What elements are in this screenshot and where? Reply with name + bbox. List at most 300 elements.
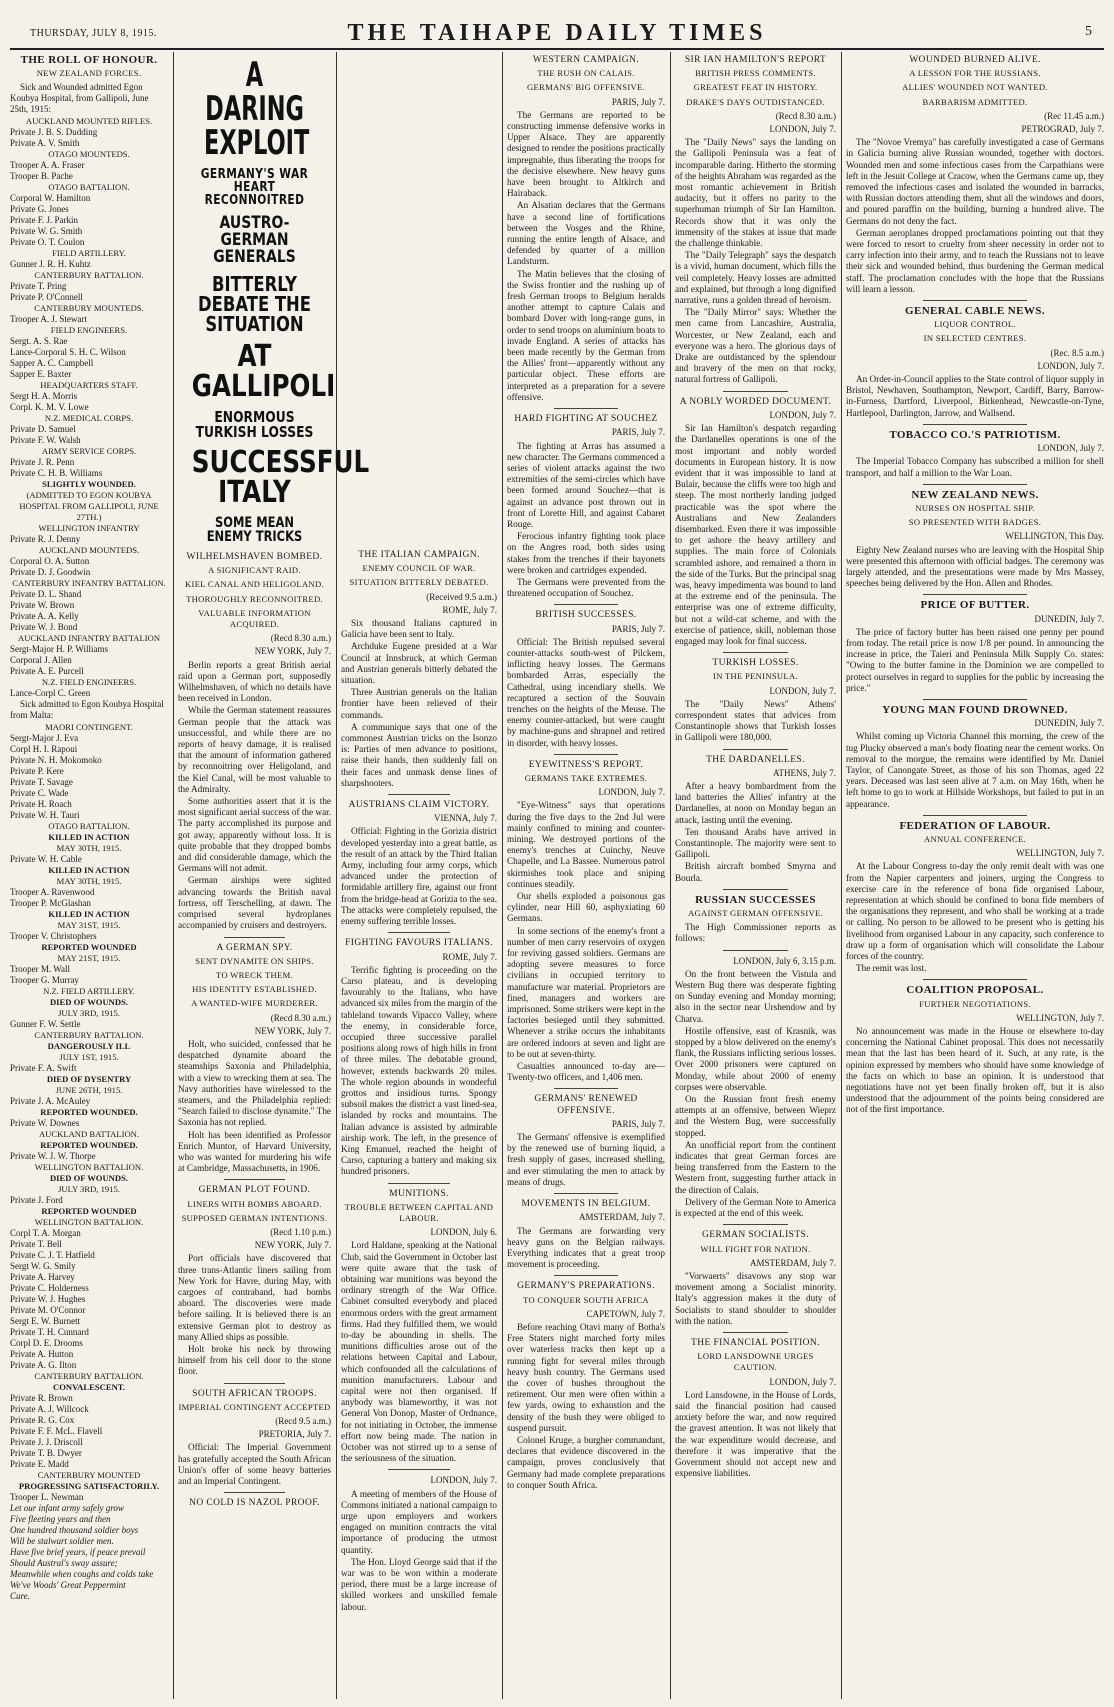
article-dateline: CAPETOWN, July 7. [586,1308,665,1319]
article-dateline: PARIS, July 7. [611,623,665,634]
verse-line: Meanwhile when coughs and colds take [10,1569,154,1580]
article-headline: TURKISH LOSSES. [712,658,799,669]
roll-name: Private P. O'Connell [10,292,83,303]
article-dateline: LONDON, July 7. [769,1376,836,1387]
roll-name: Private E. Madd [10,1459,69,1470]
article-paragraph: Port officials have discovered that three trans-Atlantic liners sailing from New York for Havre, during May, with cargoes of contraband, had bombs aboard. The discoveries were made before sailing. It is believed there is an extensive German plot to destroy as many Allied ships as possible. [178,1253,331,1342]
roll-name: Corporal O. A. Sutton [10,556,90,567]
col6-articles [846,55,1104,1116]
article-headline: MUNITIONS. [389,1188,449,1199]
verse-line: Five fleeting years and then [10,1514,111,1525]
roll-name: Trooper A. Ravenwood [10,887,95,898]
roll-name: Sapper E. Baxter [10,369,72,380]
article-paragraph: Archduke Eugene presided at a War Council at Innsbruck, at which German and Austrian generals bitterly debated the situation. [341,641,497,686]
article-headline: WESTERN CAMPAIGN. [532,55,640,65]
unit-heading: AUCKLAND MOUNTEDS. [38,545,140,556]
verse-line: Cure. [10,1591,30,1602]
article-divider [923,979,1026,980]
roll-name: Trooper V. Christophers [10,931,97,942]
article-divider [923,484,1026,485]
roll-name: Private A. Harvey [10,1272,75,1283]
article-dateline: LONDON, July 7. [769,409,836,420]
unit-heading: FIELD ARTILLERY. [52,248,126,259]
roll-name: Private W. J. Hughes [10,1294,86,1305]
article-divider [923,594,1026,595]
unit-heading: OTAGO BATTALION. [48,821,130,832]
article-divider [723,950,787,951]
article-paragraph: Whilst coming up Victoria Channel this morning, the crew of the tug Plucky observed a man's body floating near the cement works. On removal to the morgue, the remains were identified by Mr. Daniel Taylor, of Canongate Street, as those of his son Thomas, aged 22 years. Deceased was last seen alive at 7 a.m. on May 16th, when he left home to go to work at Hillside Workshops, but failed to put in an appearance. [846,731,1104,809]
unit-heading: HEADQUARTERS STAFF. [40,380,138,391]
unit-heading: JULY 3RD, 1915. [58,1008,120,1019]
article-dateline: (Received 9.5 a.m.) [426,591,497,602]
unit-heading: CANTERBURY INFANTRY BATTALION. [12,578,166,589]
roll-name: Private D. L. Shand [10,589,82,600]
col4-articles [507,55,665,1491]
article-subheadline: SO PRESENTED WITH BADGES. [908,517,1042,528]
article-dateline: LONDON, July 7. [769,124,836,135]
banner-line: A DARING EXPLOIT [204,55,310,163]
roll-name: Private C. J. T. Hatfield [10,1250,95,1261]
article-paragraph: The Germans' offensive is exemplified by the renewed use of burning liquid, a fresh supply of gases, increased shelling, and ever stimulating the men to attack by means of drugs. [507,1132,665,1187]
article-paragraph: The Germans are forwarding very heavy guns on the Belgian railways. Everything indicates that a great troop movement is proceeding. [507,1225,665,1270]
article-divider [923,815,1026,816]
verse-line: We've Woods' Great Peppermint [10,1580,126,1591]
article-subheadline: LIQUOR CONTROL. [934,319,1016,330]
roll-name: Private W. G. Smith [10,226,83,237]
article-headline: GERMAN SOCIALISTS. [702,1230,809,1241]
roll-name: Private W. Downes [10,1118,80,1129]
roll-name: Corpl T. A. Morgan [10,1228,81,1239]
article-dateline: PETROGRAD, July 7. [1021,124,1104,135]
banner-line: SOME MEAN ENEMY TRICKS [206,515,303,545]
article-paragraph: An unofficial report from the continent indicates that great German forces are being transferred from the Eastern to the Western front, suggesting further attack in the direction of Calais. [675,1139,836,1195]
status-heading: DIED OF DYSENTRY [46,1074,132,1085]
unit-heading: N.Z. MEDICAL CORPS. [44,413,134,424]
advert-verse [10,1503,168,1602]
verse-line: Let our infant army safely grow [10,1503,124,1514]
roll-name: Trooper M. Wall [10,964,71,975]
article-subheadline: GERMANS TAKE EXTREMES. [524,772,648,783]
article-paragraph: The "Novoe Vremya" has carefully investigated a case of Germans in Galicia burning alive Russian wounded, together with doctors. Wounded men and some infectious cases from the Carpathians were left in the Jesuit College at Cracow, when the Germans came up, they removed the infectious cases and isolated the wounded in barracks, with Russian doctors attending them, shut all the windows and doors, and poured paraffin on the building, burning a hundred alive. The Germans do not deny the fact. [846,137,1104,226]
banner-line: AT GALLIPOLI [191,339,336,404]
banner-line: BITTERLY DEBATE THE SITUATION [198,272,311,336]
article-headline: YOUNG MAN FOUND DROWNED. [882,703,1068,716]
front-banner [178,55,370,545]
roll-name: Trooper A. A. Fraser [10,160,85,171]
roll-name: Sergt. A. S. Rae [10,336,68,347]
article-subheadline: A WANTED-WIFE MURDERER. [191,998,318,1009]
article-paragraph: Ten thousand Arabs have arrived in Constantinople. The majority were sent to Gallipoli. [675,826,836,860]
article-subheadline: VALUABLE INFORMATION ACQUIRED. [198,607,311,630]
article-paragraph: The Germans were prevented from the threatened occupation of Souchez. [507,576,665,599]
column-2 [178,52,370,1699]
banner-space [341,52,497,547]
article-headline: FEDERATION OF LABOUR. [899,819,1051,832]
roll-name: Trooper B. Pache [10,171,73,182]
roll-name: Corporal J. Allen [10,655,72,666]
article-divider [224,1383,285,1384]
article-dateline: LONDON, July 7. [430,1475,497,1486]
roll-name: Private R. Brown [10,1393,73,1404]
article-dateline: (Recd 8.30 a.m.) [270,633,331,644]
article-dateline: LONDON, July 6, 3.15 p.m. [733,955,836,966]
roll-name: Private D. J. Goodwin [10,567,91,578]
verse-line: Will be stalwart soldier men. [10,1536,114,1547]
roll-name: Private N. H. Mokomoko [10,755,102,766]
article-divider [224,1492,285,1493]
article-divider [723,1224,787,1225]
roll-name: Private W. J. W. Thorpe [10,1151,96,1162]
roll-name: Sergt H. A. Morris [10,391,78,402]
article-subheadline: DRAKE'S DAYS OUTDISTANCED. [686,96,825,107]
article-paragraph: Sir Ian Hamilton's despatch regarding the Dardanelles operations is one of the most important and nobly worded documents in European history. It is now evident that it was impossible to land at Bulair, because the cliffs were too high and steep. The most northerly landing judged practicable was the spot where the Australians and New Zealanders disembarked. Even there it was impossible to get ashore the heavy artillery and supplies. The main force of Colonials scrambled ashore, and remained a thorn in the side of the Turks. But the principal snag was, heavy impedimenta was bound to land at the extreme end of the peninsula. The enterprise was one of extreme difficulty, but not a wild-cat scheme, and with the exercise of patience, skill, nobleman those engaged may look for final success. [675,423,836,646]
article-dateline: PARIS, July 7. [611,96,665,107]
article-dateline: PARIS, July 7. [611,1118,665,1129]
status-heading: REPORTED WOUNDED. [40,1107,138,1118]
article-dateline: NEW YORK, July 7. [254,1025,331,1036]
article-subheadline: LINERS WITH BOMBS ABOARD. [187,1198,322,1209]
unit-heading: JULY 3RD, 1915. [58,1184,120,1195]
roll-name: Private F. W. Walsh [10,435,81,446]
roll-list [10,82,168,1503]
article-dateline: NEW YORK, July 7. [254,1240,331,1251]
unit-heading: MAY 30TH, 1915. [56,876,122,887]
article-paragraph: The Matin believes that the closing of the Swiss frontier and the rushing up of fresh German troops to Belgium heralds another attempt to capture Calais and bombard Dover with long-range guns, in order to send troops on aluminium boats to invade England. A series of attacks has been made recently by the German from the Allies' front—apparently without any particular object. These efforts are interpreted as a preparation for a severe offensive. [507,268,665,402]
article-dateline: LONDON, July 6. [430,1227,497,1238]
roll-name: Private R. G. Cox [10,1415,75,1426]
roll-name: Trooper P. McGlashan [10,898,91,909]
article-dateline: DUNEDIN, July 7. [1034,613,1104,624]
article-headline: BRITISH SUCCESSES. [535,610,637,621]
banner-line: AUSTRO-GERMAN GENERALS [213,213,296,267]
roll-name: Corpl H. I. Rapoui [10,744,78,755]
article-paragraph: Delivery of the German Note to America is expected at the end of this week. [675,1196,836,1219]
banner-line: SUCCESSFUL ITALY [191,445,370,510]
status-heading: DIED OF WOUNDS. [49,997,129,1008]
article-dateline: WELLINGTON, July 7. [1016,848,1104,859]
article-dateline: WELLINGTON, July 7. [1016,1012,1104,1023]
article-subheadline: KIEL CANAL AND HELIGOLAND. [185,579,324,590]
article-divider [723,652,787,653]
article-dateline: (Recd 9.5 a.m.) [275,1416,331,1427]
article-subheadline: TO CONQUER SOUTH AFRICA [523,1294,649,1305]
article-paragraph: The Hon. Lloyd George said that if the war was to be won within a moderate period, there must be a large increase of skilled workers and unskilled female labour. [341,1556,497,1612]
article-headline: A GERMAN SPY. [216,942,293,953]
article-paragraph: Ferocious infantry fighting took place on the Angres road, both sides using stakes from the trenches if their bayonets were broken and cartridges expended. [507,531,665,575]
col3-articles [341,550,497,1613]
article-dateline: NEW YORK, July 7. [254,646,331,657]
article-divider [554,1193,617,1194]
article-headline: A NOBLY WORDED DOCUMENT. [679,396,832,407]
roll-name: Private F. A. Swift [10,1063,77,1074]
article-subheadline: GREATEST FEAT IN HISTORY. [693,82,818,93]
article-headline: FIGHTING FAVOURS ITALIANS. [345,938,493,949]
unit-heading: MAORI CONTINGENT. [45,722,133,733]
article-headline: MOVEMENTS IN BELGIUM. [521,1199,651,1210]
roll-name: Private R. J. Denny [10,534,81,545]
article-subheadline: SITUATION BITTERLY DEBATED. [349,577,489,588]
article-divider [554,408,617,409]
roll-name: Private J. Ford [10,1195,63,1206]
article-paragraph: The Imperial Tobacco Company has subscribed a million for shell transport, and half a million to the War Loan. [846,456,1104,478]
article-headline: GERMANY'S PREPARATIONS. [517,1281,655,1292]
article-subheadline: THE RUSH ON CALAIS. [537,68,635,79]
article-paragraph: German aeroplanes dropped proclamations pointing out that they were forced to resort to cruelty from sheer necessity in order not to carry infection into their army, and to teach the Russians not to leave their sick and wounded behind, thus burdening the German medical staff. The proclamation concludes with the hope that the Russians will learn a lesson. [846,227,1104,294]
article-headline: NO COLD IS NAZOL PROOF. [189,1498,320,1509]
article-dateline: LONDON, July 7. [1037,360,1104,371]
article-subheadline: ANNUAL CONFERENCE. [924,833,1026,844]
article-subheadline: SENT DYNAMITE ON SHIPS. [195,955,314,966]
banner-line: ENORMOUS TURKISH LOSSES [195,408,314,441]
unit-heading: MAY 31ST, 1915. [57,920,121,931]
article-paragraph: The "Daily Mirror" says: Whether the men came from Lancashire, Australia, Worcester, or New Zealand, each and everyone was a hero. The glorious days of Drake are outdistanced by the splendour and bravery of the men on that rocky, natural fortress of Gallipoli. [675,307,836,385]
article-subheadline: LORD LANSDOWNE URGES CAUTION. [697,1351,814,1373]
article-paragraph: Before reaching Otavi many of Botha's Free Staters night marched forty miles over waterless tracks then kept up a running fight for several miles through heavy bush country. The Germans used the cover of bushes throughout the retirement. Our men were often within a few yards, owing to exhaustion and the density of the bush they were obliged to suspend pursuit. [507,1321,665,1433]
article-dateline: DUNEDIN, July 7. [1034,718,1104,729]
unit-heading: MAY 30TH, 1915. [56,843,122,854]
roll-name: Private J. J. Driscoll [10,1437,83,1448]
article-dateline: LONDON, July 7. [1037,443,1104,454]
article-dateline: ROME, July 7. [442,604,497,615]
unit-heading: CANTERBURY MOUNTEDS. [34,303,144,314]
article-dateline: ATHENS, July 7. [772,767,836,778]
article-subheadline: TO WRECK THEM. [215,969,293,980]
verse-line: Have five brief years, if peace prevail [10,1547,146,1558]
status-heading: CONVALESCENT. [52,1382,126,1393]
article-dateline: PARIS, July 7. [611,427,665,438]
roll-name: Private C. Wade [10,788,69,799]
status-heading: PROGRESSING SATISFACTORILY. [18,1481,160,1492]
status-heading: DANGEROUSLY ILL [47,1041,131,1052]
article-paragraph: While the German statement reassures German people that the attack was unsuccessful, and while there are no reports of heavy damage, it is realised that the amount of information gathered by reconnoitring over Heligoland, and the Kiel Canal, will be most valuable to the Admiralty. [178,705,331,794]
unit-heading: MAY 21ST, 1915. [57,953,121,964]
article-headline: EYEWITNESS'S REPORT. [528,759,644,770]
article-headline: THE FINANCIAL POSITION. [691,1337,820,1348]
article-divider [923,699,1026,700]
article-paragraph: No announcement was made in the House or elsewhere to-day concerning the National Cabinet proposal. This does not necessarily mean that the last has been heard of it. Such, at any rate, is the opinion expressed by members who should have some knowledge of the facts on which to base an opinion. It is understood that negotiations have not yet been finally broken off, but it is also understood that the adjournment of the points being considered are not of the first importance. [846,1026,1104,1115]
article-subheadline: AGAINST GERMAN OFFENSIVE. [687,908,824,919]
article-paragraph: After a heavy bombardment from the land batteries the Allies' infantry at the Dardanelles, at noon on Monday began an attack, lasting until the evening. [675,780,836,825]
article-paragraph: Colonel Kruge, a burgher commandant, declares that evidence discovered in the campaign, proves conclusively that Germany had made complete preparations to conquer South Africa. [507,1434,665,1490]
article-subheadline: WILL FIGHT FOR NATION. [700,1243,811,1254]
article-dateline: (Rec 11.45 a.m.) [1044,110,1104,121]
article-paragraph: British aircraft bombed Smyrna and Bourla. [675,861,836,883]
article-headline: SOUTH AFRICAN TROOPS. [192,1388,317,1399]
article-paragraph: Three Austrian generals on the Italian frontier have been relieved of their commands. [341,687,497,720]
article-divider [923,300,1026,301]
article-headline: PRICE OF BUTTER. [920,599,1030,612]
article-paragraph: Lord Haldane, speaking at the National Club, said the Government in October last were quite aware that the task of obtaining war munitions was beyond the ordinary strength of the War Office. Cabinet consulted everybody and placed enormous orders with the great armament firms. Had they fulfilled them, we would to-day be abounding in shells. The munitions difficulties arose out of the relations between Capital and Labour, which confounded all the calculations of munition manufacturers. Labour and capital were not then organised. If anybody was blameworthy, it was not General Von Donop, Master of Ordnance, for not initiating in October, the immense effort now being made. The nation in October was not stirred up to a sense of the seriousness of the situation. [341,1240,497,1464]
unit-heading: JUNE 26TH, 1915. [55,1085,123,1096]
article-paragraph: Hostile offensive, east of Krasnik, was stopped by a blow delivered on the enemy's flank, the Russians inflicting serious losses. Over 2000 prisoners were captured on Monday, while about 2000 of enemy corpses were observable. [675,1025,836,1092]
article-paragraph: The "Daily News" Athens' correspondent states that advices from Constantinople shows that Turkish losses in Gallipoli were 180,000. [675,698,836,743]
article-subheadline: IMPERIAL CONTINGENT ACCEPTED [178,1401,331,1412]
article-headline: THE DARDANELLES. [706,754,805,765]
article-subheadline: BRITISH PRESS COMMENTS. [695,68,816,79]
roll-heading: THE ROLL OF HONOUR. [20,54,158,66]
banner-line: GERMANY'S WAR HEART RECONNOITRED [200,167,309,208]
status-heading: KILLED IN ACTION [48,909,130,920]
roll-name: Sapper A. C. Campbell [10,358,94,369]
roll-name: Private O. T. Coulon [10,237,85,248]
article-dateline: (Rec. 8.5 a.m.) [1050,347,1104,358]
unit-heading: WELLINGTON BATTALION. [34,1217,144,1228]
article-subheadline: A LESSON FOR THE RUSSIANS. [909,68,1041,79]
article-paragraph: On the front between the Vistula and Western Bug there was desperate fighting on Sunday evening and Monday morning; also in the sector near Urshendow and by Chatva. [675,968,836,1024]
verse-line: One hundred thousand soldier boys [10,1525,139,1536]
column-6 [846,52,1104,1699]
column-3 [341,52,497,1699]
roll-name: Private F. F. McL. Flavell [10,1426,103,1437]
verse-line: Should Austral's sway assure; [10,1558,118,1569]
col2-articles [178,552,331,1509]
article-divider [388,1183,450,1184]
masthead [10,14,1104,50]
article-subheadline: THOROUGHLY RECONNOITRED. [186,593,323,604]
article-headline: GERMANS' RENEWED OFFENSIVE. [534,1094,638,1116]
article-headline: WOUNDED BURNED ALIVE. [909,55,1041,65]
article-subheadline: NURSES ON HOSPITAL SHIP. [915,502,1035,513]
article-subheadline: GERMANS' BIG OFFENSIVE. [526,82,646,93]
article-paragraph: Berlin reports a great British aerial raid upon a German port, supposedly Wilhelmshaven, of which no details have been received in London. [178,659,331,704]
article-headline: RUSSIAN SUCCESSES [695,893,816,906]
article-dateline: (Recd 1.10 p.m.) [270,1226,331,1237]
unit-heading: AUCKLAND INFANTRY BATTALION [17,633,161,644]
article-subheadline: FURTHER NEGOTIATIONS. [919,998,1031,1009]
article-headline: HARD FIGHTING AT SOUCHEZ [514,414,658,425]
issue-date: THURSDAY, JULY 8, 1915. [30,28,157,39]
article-subheadline: IN THE PENINSULA. [713,671,798,682]
status-heading: KILLED IN ACTION [48,865,130,876]
article-paragraph: Some authorities assert that it is the most significant aerial success of the war. The party accomplished its purpose and got away, apparently without loss. It is quite probable that they dropped bombs and did considerable damage, which the Germans will not admit. [178,796,331,874]
article-divider [388,794,450,795]
article-headline: WILHELMSHAVEN BOMBED. [186,552,323,562]
article-subheadline: HIS IDENTITY ESTABLISHED. [192,984,317,995]
unit-heading: AUCKLAND BATTALION. [38,1129,140,1140]
unit-heading: N.Z. FIELD ARTILLERY. [43,986,135,997]
article-paragraph: Official: Fighting in the Gorizia district developed yesterday into a great battle, as the result of an attack by the Third Italian Army, including four army corps, which advanced under the protection of formidable artillery fire, against our front from the bridge-head at Gorizia to the sea. The attacks were completely repulsed, the enemy suffering terrible losses. [341,826,497,927]
unit-heading: CANTERBURY MOUNTED [37,1470,141,1481]
article-paragraph: Casualties announced to-day are—Twenty-two officers, and 1,406 men. [507,1061,665,1083]
col5-articles [675,55,836,1479]
status-heading: REPORTED WOUNDED [41,1206,137,1217]
article-subheadline: ENEMY COUNCIL OF WAR. [362,563,476,574]
roll-name: Private M. O'Connor [10,1305,86,1316]
column-5 [675,52,836,1699]
roll-name: Corporal W. Hamilton [10,193,91,204]
article-subheadline: SUPPOSED GERMAN INTENTIONS. [181,1212,328,1223]
article-divider [723,749,787,750]
article-headline: GERMAN PLOT FOUND. [198,1185,311,1196]
article-divider [723,1332,787,1333]
roll-name: Private A. V. Smith [10,138,80,149]
article-headline: COALITION PROPOSAL. [906,984,1044,997]
unit-heading: OTAGO BATTALION. [48,182,130,193]
article-divider [224,937,285,938]
unit-heading: (ADMITTED TO EGON KOUBYA HOSPITAL FROM GALLIPOLI, JUNE 27TH.) [19,490,159,523]
article-paragraph: Holt broke his neck by throwing himself from his cell door to the stone floor. [178,1344,331,1377]
article-paragraph: The "Daily News" says the landing on the Gallipoli Peninsula was a feat of incomparable daring. Hitherto the storming of the heights Abraham was regarded as the most romantic achievement in British audacity, but it offers no parity to the superhuman triumph of Sir Ian Hamilton. Records show that it was only the immensity of the stakes at issue that made the challenge thinkable. [675,137,836,249]
roll-name: Private D. Samuel [10,424,76,435]
roll-name: Private T. Pring [10,281,67,292]
roll-name: Trooper L. Newman [10,1492,84,1503]
article-dateline: AMSTERDAM, July 7. [749,1257,836,1268]
status-heading: REPORTED WOUNDED. [40,1140,138,1151]
article-subheadline: IN SELECTED CENTRES. [923,333,1027,344]
article-headline: THE ITALIAN CAMPAIGN. [358,550,480,560]
article-divider [554,1088,617,1089]
article-paragraph: Terrific fighting is proceeding on the Carso plateau, and is developing favourably to the Italians, who have advanced six miles from the margin of the tableland towards Vipacco Valley, where the enemy, in considerable force, occupied three successive parallel positions along rows of high hills in front of three miles. The debatable ground, however, extends backwards 20 miles. The whole region abounds in wonderful grottos and insidious turns. Spongy subsoil makes the district a vast lined-sea, islanded by rocks and mountains. The Italian advance is assisted by admirable airship work. The left, in the presence of King Emanuel, reached the height of Carso, capturing a battery and making six hundred prisoners. [341,964,497,1177]
unit-heading: ARMY SERVICE CORPS. [41,446,137,457]
unit-heading: CANTERBURY BATTALION. [34,1371,144,1382]
article-divider [554,604,617,605]
article-divider [923,424,1026,425]
status-heading: SLIGHTLY WOUNDED. [42,479,136,490]
unit-heading: WELLINGTON BATTALION. [34,1162,144,1173]
roll-name: Private P. Kere [10,766,64,777]
roll-name: Private G. Jones [10,204,69,215]
unit-heading: N.Z. FIELD ENGINEERS. [41,677,137,688]
roll-name: Private H. Roach [10,799,72,810]
roll-name: Corpl D. E. Drooms [10,1338,83,1349]
article-paragraph: The price of factory butter has been raised one penny per pound from today. The retail price is now 1/8 per pound. In announcing the increase in price, the Taieri and Peninsula Milk Supply Co. states: "Owing to the butter famine in the Dominion we are compelled to protect ourselves in regard to supplies for the public by increasing the price." [846,626,1104,693]
article-paragraph: Holt has been identified as Professor Enrich Muntor, of Harvard University, who was wanted for murdering his wife at Cambridge, Massachusetts, in 1906. [178,1129,331,1174]
article-dateline: VIENNA, July 7. [434,813,497,824]
roll-name: Private A. E. Purcell [10,666,84,677]
article-paragraph: A communique says that one of the commonest Austrian tricks on the Isonzo is: Parties of men advance to positions, raise their hands, then suddenly fall on their faces and unmask dense lines of sharpshooters. [341,721,497,788]
unit-heading: CANTERBURY BATTALION. [34,270,144,281]
article-dateline: AMSTERDAM, July 7. [578,1212,665,1223]
article-dateline: (Recd 8.30 a.m.) [775,110,836,121]
status-heading: KILLED IN ACTION [48,832,130,843]
roll-name: Private W. Brown [10,600,75,611]
article-dateline: WELLINGTON, This Day. [1005,531,1104,542]
roll-name: Private C. Holderness [10,1283,89,1294]
article-dateline: ROME, July 7. [442,951,497,962]
article-headline: AUSTRIANS CLAIM VICTORY. [348,800,490,811]
article-paragraph: Holt, who suicided, confessed that he despatched dynamite aboard the steamships Saxonia and Philadelphia, with a view to wrecking them at sea. The Navy authorities have wirelessed to the steamers, and the Philadelphia replied: "Search failed to disclose dynamite." The Saxonia has not replied. [178,1038,331,1128]
article-paragraph: Lord Lansdowne, in the House of Lords, said the financial position had caused anxiety before the war, and now required the gravest attention. It was not likely that the war expenditure would decrease, and therefore it was imperative that the Government should not accept new and expensive liabilities. [675,1389,836,1479]
article-divider [554,754,617,755]
article-paragraph: In some sections of the enemy's front a number of men carry reservoirs of oxygen for reviving gassed soldiers. Germans are adopting severe measures to force civilians in occupied territory to manufacture war material. Proprietors are fined, managers and workers are imprisoned. Some strikers were kept in the factories besieged until they submitted. Whenever a strike occurs the inhabitants are ordered indoors at seven and light are to be out at seven-thirty. [507,925,665,1059]
roll-subheading: NEW ZEALAND FORCES. [36,68,142,79]
article-divider [388,932,450,933]
roll-name: Private T. Bell [10,1239,62,1250]
roll-name: Private J. A. McAuley [10,1096,91,1107]
unit-heading: JULY 1ST, 1915. [59,1052,119,1063]
article-divider [723,391,787,392]
article-paragraph: The Germans are reported to be constructing immense defensive works in Upper Alsace. They are apparently designed to render the positions practically impregnable, thus liberating the troops for the decisive elsewhere. New heavy guns have been brought to Altkirch and Hairaback. [507,109,665,199]
article-subheadline: ALLIES' WOUNDED NOT WANTED. [902,82,1048,93]
article-paragraph: Eighty New Zealand nurses who are leaving with the Hospital Ship were presented this afternoon with official badges. The ceremony was largely attended, and the presentations were made by Mrs Massey, speeches being delivered by the Hon. Allen and Rhodes. [846,544,1104,589]
roll-name: Corpl. K. M. V. Lowe [10,402,89,413]
roll-name: Private A. J. Willcock [10,1404,89,1415]
unit-heading: CANTERBURY BATTALION. [34,1030,144,1041]
article-paragraph: The remit was lost. [856,963,927,974]
article-subheadline: TROUBLE BETWEEN CAPITAL AND LABOUR. [344,1201,494,1223]
article-paragraph: On the Russian front fresh enemy attempts at an offensive, between Wieprz and the Western Bug, were successfully stopped. [675,1094,836,1138]
roll-name: Private T. B. Dwyer [10,1448,82,1459]
roll-name: Private W. H. Tauri [10,810,80,821]
article-paragraph: An Alsatian declares that the Germans have a second line of fortifications between the Vosges and the Rhine, running the entire length of Alsace, and defended by quarter of a million Landsturm. [507,200,665,267]
roll-name: Private T. H. Cunnard [10,1327,89,1338]
roll-of-honour-column [10,52,168,1699]
roll-name: Private J. B. S. Dudding [10,127,98,138]
roll-name: Private T. Savage [10,777,73,788]
newspaper-title: THE TAIHAPE DAILY TIMES [347,20,767,46]
article-paragraph: The fighting at Arras has assumed a new character. The Germans commenced a series of violent attacks against the two extremities of the semi-circles which have been formed around Souchez—that is against an advance post thrown out in front of Lorette Hill, and against Cabaret Rouge. [507,440,665,529]
roll-name: Lance-Corpl C. Green [10,688,91,699]
